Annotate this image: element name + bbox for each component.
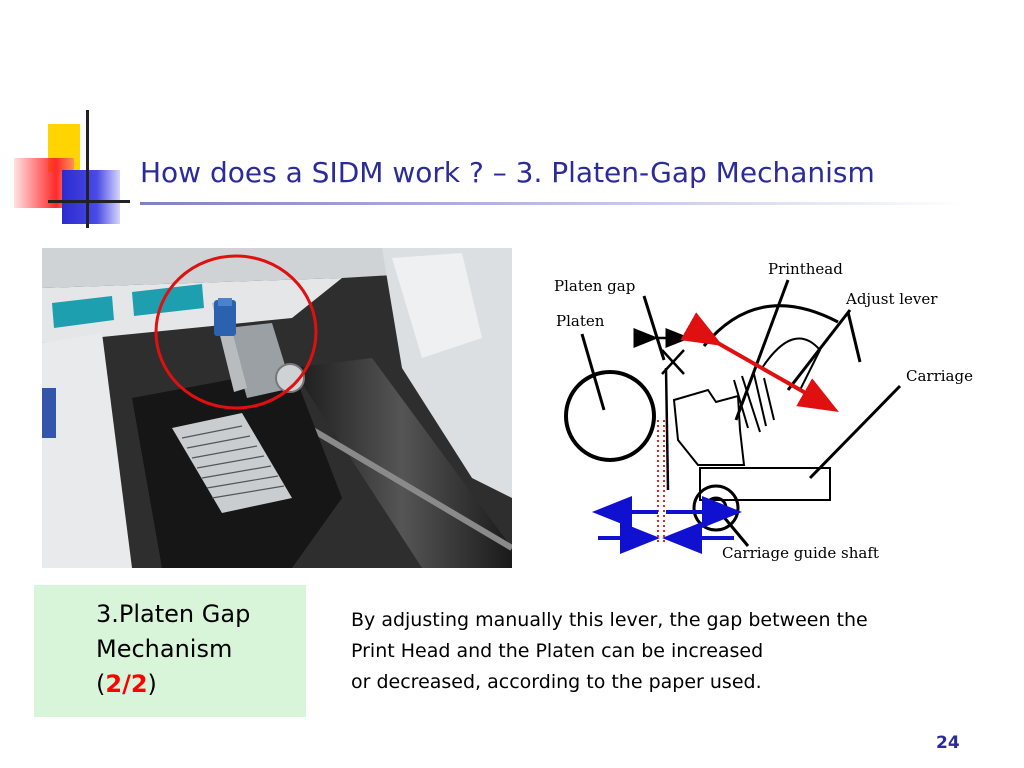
label-printhead: Printhead	[768, 260, 843, 278]
printer-photo	[42, 248, 512, 568]
page-number: 24	[936, 733, 960, 753]
section-box	[34, 585, 306, 717]
label-carriage: Carriage	[906, 367, 973, 385]
open-paren: (	[96, 670, 106, 698]
title-underline	[140, 202, 964, 205]
section-box-line3	[96, 667, 301, 702]
label-carriage-guide-shaft: Carriage guide shaft	[722, 544, 879, 562]
platen-circle	[566, 372, 654, 460]
close-paren: )	[147, 670, 157, 698]
section-box-line2: Mechanism	[96, 635, 233, 663]
label-platen-gap: Platen gap	[554, 277, 636, 295]
printer-photo-illustration	[42, 248, 512, 568]
slide-title: How does a SIDM work ? – 3. Platen-Gap Mechanism	[140, 156, 875, 189]
logo-vertical-line	[86, 110, 89, 228]
platen-gap-diagram	[548, 250, 998, 570]
section-fraction: 2/2	[105, 670, 148, 698]
description-text	[351, 605, 991, 698]
logo-blue-square	[62, 170, 120, 224]
section-box-line1: 3.Platen Gap	[96, 600, 251, 628]
label-platen: Platen	[556, 312, 605, 330]
description-line3: or decreased, according to the paper used.	[351, 671, 762, 693]
description-line2: Print Head and the Platen can be increased	[351, 640, 764, 662]
logo-horizontal-line	[48, 200, 130, 203]
description-line1: By adjusting manually this lever, the gap between the	[351, 609, 868, 631]
section-box-text	[96, 597, 301, 702]
label-adjust-lever: Adjust lever	[846, 290, 938, 308]
guide-shaft-circle	[694, 486, 738, 530]
